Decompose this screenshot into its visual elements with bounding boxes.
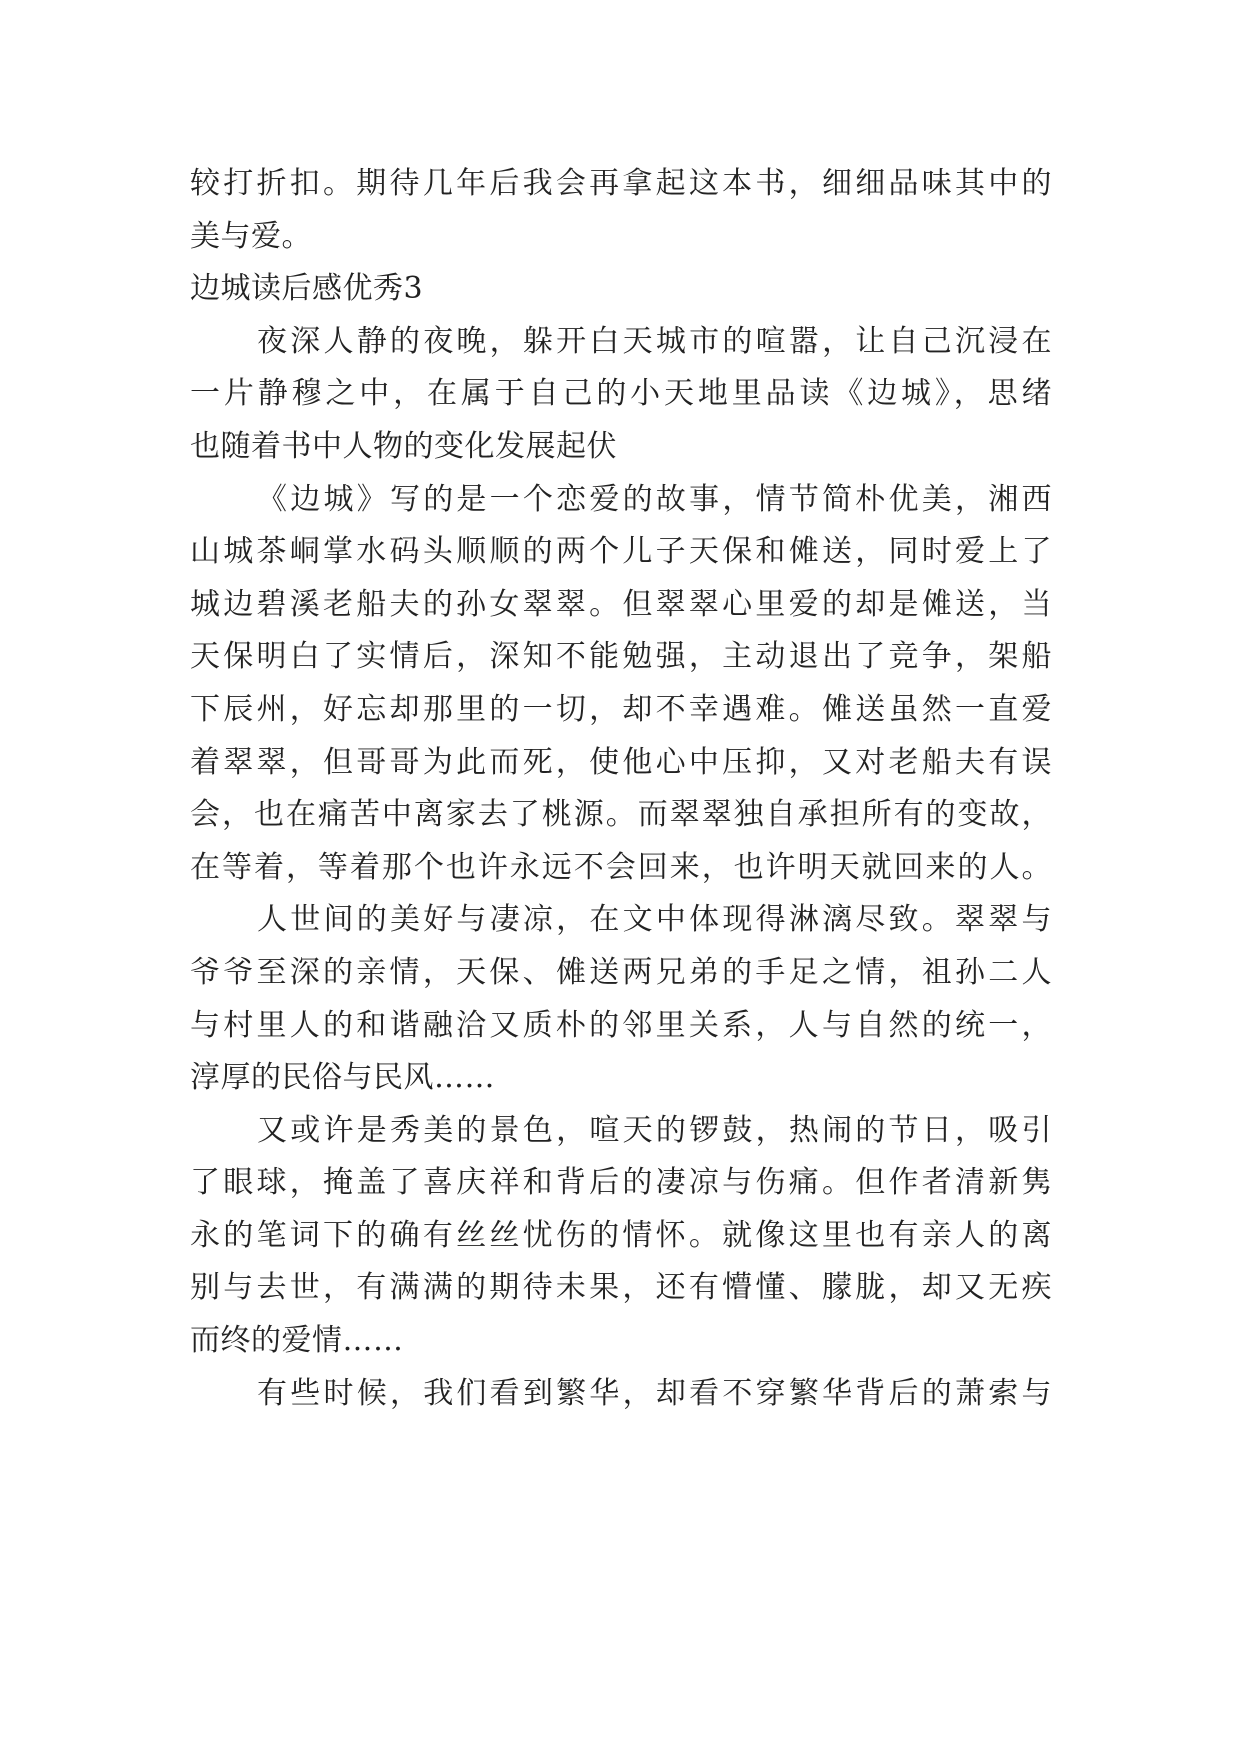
text-line: 会，也在痛苦中离家去了桃源。而翠翠独自承担所有的变故，: [190, 797, 1052, 833]
text-line: 也随着书中人物的变化发展起伏: [190, 428, 617, 464]
text-line: 下辰州，好忘却那里的一切，却不幸遇难。傩送虽然一直爱: [190, 691, 1052, 727]
text-line: 城边碧溪老船夫的孙女翠翠。但翠翠心里爱的却是傩送，当: [190, 586, 1052, 622]
text-line: 而终的爱情……: [190, 1323, 404, 1359]
text-line: 人世间的美好与凄凉，在文中体现得淋漓尽致。翠翠与: [257, 902, 1052, 938]
text-line: 夜深人静的夜晚，躲开白天城市的喧嚣，让自己沉浸在: [257, 323, 1052, 359]
text-line: 一片静穆之中，在属于自己的小天地里品读《边城》，思绪: [190, 376, 1052, 412]
text-line: 淳厚的民俗与民风……: [190, 1060, 495, 1096]
section-heading: 边城读后感优秀3: [190, 271, 424, 307]
document-body: [190, 158, 1052, 1420]
text-line: 着翠翠，但哥哥为此而死，使他心中压抑，又对老船夫有误: [190, 744, 1052, 780]
text-line: 又或许是秀美的景色，喧天的锣鼓，热闹的节日，吸引: [257, 1112, 1052, 1148]
text-line: 较打折扣。期待几年后我会再拿起这本书，细细品味其中的: [190, 166, 1052, 201]
text-line: 《边城》写的是一个恋爱的故事，情节简朴优美，湘西: [257, 481, 1052, 517]
text-line: 天保明白了实情后，深知不能勉强，主动退出了竞争，架船: [190, 639, 1052, 675]
text-line: 与村里人的和谐融洽又质朴的邻里关系，人与自然的统一，: [190, 1007, 1052, 1043]
text-line: 永的笔词下的确有丝丝忧伤的情怀。就像这里也有亲人的离: [190, 1217, 1052, 1253]
text-line: 了眼球，掩盖了喜庆祥和背后的凄凉与伤痛。但作者清新隽: [190, 1165, 1052, 1201]
text-line: 有些时候，我们看到繁华，却看不穿繁华背后的萧索与: [257, 1375, 1052, 1411]
text-line: 在等着，等着那个也许永远不会回来，也许明天就回来的人。: [190, 849, 1052, 885]
text-line: 爷爷至深的亲情，天保、傩送两兄弟的手足之情，祖孙二人: [190, 954, 1052, 990]
text-line: 别与去世，有满满的期待未果，还有懵懂、朦胧，却又无疾: [190, 1270, 1052, 1306]
text-line: 美与爱。: [190, 218, 312, 254]
text-line: 山城茶峒掌水码头顺顺的两个儿子天保和傩送，同时爱上了: [190, 534, 1052, 570]
